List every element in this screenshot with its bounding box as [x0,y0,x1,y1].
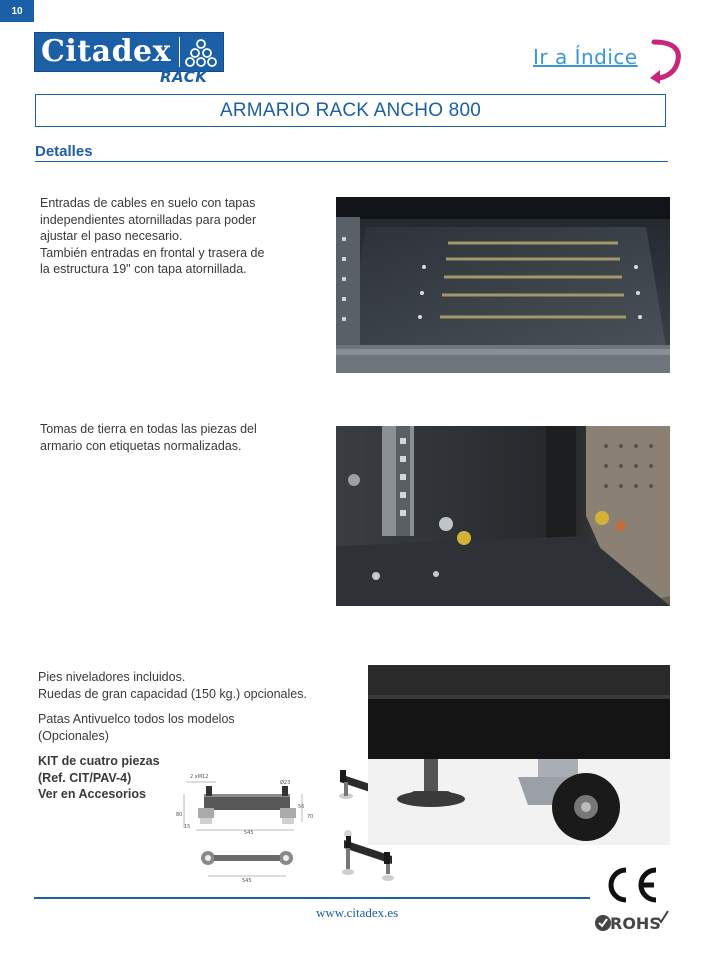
text-line: armario con etiquetas normalizadas. [40,438,242,453]
dim-label: 15 [184,824,191,830]
rohs-mark-icon [594,908,670,936]
text-line: Entradas de cables en suelo con tapas [40,196,256,210]
section-title: Detalles [35,143,93,160]
anti-tip-kit-drawing [176,772,324,884]
text-line: Pies niveladores incluidos. [38,670,186,684]
logo-box [34,32,224,72]
footer-divider [34,897,590,899]
page-number: 10 [0,0,34,22]
detail-cable-entries [40,195,264,278]
text-line: También entradas en frontal y trasera de [40,245,265,260]
rohs-text: ROHS [610,914,661,933]
text-line: ajustar el paso necesario. [40,229,183,243]
dim-label: Ø23 [280,780,291,786]
kit-line: KIT de cuatro piezas [38,754,160,768]
dim-label: 80 [176,812,183,818]
dim-label: 545 [242,878,252,884]
page-title: ARMARIO RACK ANCHO 800 [220,99,481,121]
title-box [35,94,666,127]
kit-line: (Ref. CIT/PAV-4) [38,770,132,785]
dim-label: 70 [307,814,314,820]
text-line: la estructura 19" con tapa atornillada. [40,262,247,276]
return-arrow-icon[interactable] [648,38,684,84]
text-line: Tomas de tierra en todas las piezas del [40,422,257,436]
text-line: Patas Antivuelco todos los modelos [38,712,235,726]
ce-mark-icon [600,864,662,906]
logo-text: Citadex [41,34,172,69]
kit-line: Ver en Accesorios [38,787,146,801]
section-divider [35,161,668,162]
index-link[interactable]: Ir a Índice [533,45,638,69]
leveling-feet-casters-photo [368,665,670,845]
text-line: (Opcionales) [38,728,109,743]
citadex-logo [34,32,222,86]
ground-connection-photo [336,426,670,606]
floor-cable-entries-photo [336,197,670,373]
dim-label: 2 xM12 [190,774,209,780]
detail-ground-connections [40,421,257,454]
website-link[interactable]: www.citadex.es [316,905,399,920]
logo-subtitle: RACK [160,68,208,86]
text-line: Ruedas de gran capacidad (150 kg.) opcionales. [38,686,307,701]
text-line: independientes atornilladas para poder [40,212,257,227]
dim-label: 56 [298,804,305,810]
logo-separator [179,37,180,67]
circles-icon [185,36,217,68]
dim-label: 545 [244,830,254,836]
